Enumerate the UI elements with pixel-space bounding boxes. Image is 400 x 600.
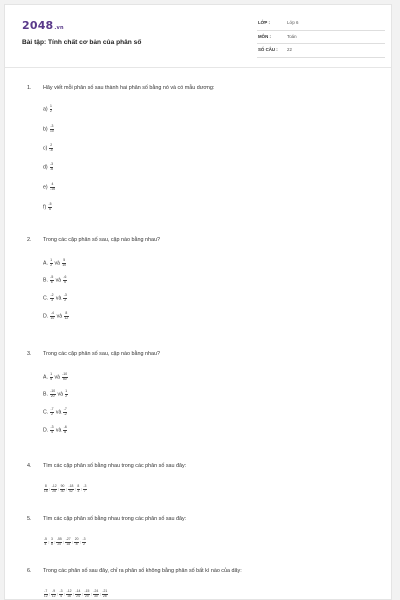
fraction-sequence xyxy=(43,590,108,598)
answer-option[interactable] xyxy=(43,408,68,416)
fraction-numerator: -6 xyxy=(63,275,67,279)
fraction-denominator: 24 xyxy=(76,593,80,598)
fraction-numerator: -12 xyxy=(51,484,57,488)
fraction-numerator: -3 xyxy=(50,124,54,128)
fraction-denominator: 16 xyxy=(67,593,71,598)
answer-option[interactable] xyxy=(43,203,52,211)
option-label: A. xyxy=(43,374,50,381)
fraction-denominator: 10 xyxy=(50,315,55,320)
fraction-denominator: 6 xyxy=(50,279,53,284)
fraction-separator: ; xyxy=(90,592,92,597)
answer-option[interactable] xyxy=(43,163,54,171)
option-label: B. xyxy=(43,391,50,398)
fraction xyxy=(60,485,65,493)
brand-logo[interactable] xyxy=(22,19,64,32)
option-connector: và xyxy=(56,391,65,398)
fraction xyxy=(50,163,54,171)
fraction-numerator: -5 xyxy=(48,202,52,206)
fraction xyxy=(82,538,86,546)
answer-option[interactable] xyxy=(43,390,68,398)
fraction-denominator: 5 xyxy=(63,279,66,284)
fraction-numerator: -5 xyxy=(50,275,54,279)
fraction-separator: ; xyxy=(72,540,74,545)
worksheet-title: Bài tập: Tính chất cơ bản của phân số xyxy=(22,39,142,46)
fraction-numerator: -3 xyxy=(82,537,86,541)
option-label: a) xyxy=(43,106,50,113)
question-text: Hãy viết mỗi phân số sau thành hai phân số bằng nó và có mẫu dương: xyxy=(43,85,215,91)
fraction xyxy=(80,484,87,493)
fraction xyxy=(56,537,65,546)
fraction-denominator: 2 xyxy=(83,541,85,546)
fraction-separator: ; xyxy=(65,487,67,492)
answer-option[interactable] xyxy=(43,312,69,320)
fraction xyxy=(44,485,49,493)
answer-option[interactable] xyxy=(43,144,54,152)
fraction-numerator: 1 xyxy=(49,104,52,108)
fraction-numerator: -7 xyxy=(44,589,48,593)
fraction xyxy=(81,589,90,598)
fraction xyxy=(65,537,74,546)
question-number: 4. xyxy=(27,463,32,469)
fraction-denominator: 3 xyxy=(51,297,53,302)
fraction-numerator: -15 xyxy=(84,589,90,593)
fraction-sequence xyxy=(43,538,86,546)
fraction-numerator: 2 xyxy=(50,143,53,147)
fraction-denominator: 28 xyxy=(52,488,57,493)
fraction-separator: ; xyxy=(74,487,76,492)
fraction-numerator: 8 xyxy=(44,484,47,488)
fraction xyxy=(65,390,68,398)
fraction-denominator: 12 xyxy=(51,593,56,598)
fraction xyxy=(74,484,80,493)
fraction-numerator: 20 xyxy=(74,537,79,541)
fraction-denominator: 5 xyxy=(50,376,53,381)
answer-option[interactable] xyxy=(43,125,55,133)
fraction-denominator: 6 xyxy=(49,206,51,211)
fraction-denominator: 30 xyxy=(60,488,65,493)
fraction-numerator: -4 xyxy=(50,311,54,315)
fraction xyxy=(64,312,69,320)
fraction xyxy=(50,105,53,113)
fraction-denominator: 20 xyxy=(57,541,62,546)
answer-option[interactable] xyxy=(43,276,67,284)
option-label: B. xyxy=(43,277,50,284)
answer-option[interactable] xyxy=(43,294,68,302)
fraction-denominator: -5 xyxy=(49,147,53,152)
fraction-numerator: 8 xyxy=(77,484,80,488)
fraction-separator: ; xyxy=(81,592,83,597)
question-number: 2. xyxy=(27,237,32,243)
fraction-separator: ; xyxy=(56,592,59,597)
fraction xyxy=(50,125,55,133)
question-number: 6. xyxy=(27,568,32,574)
fraction xyxy=(99,589,108,598)
fraction-numerator: 8 xyxy=(65,311,68,315)
fraction-denominator: 2 xyxy=(49,108,52,113)
meta-row-class xyxy=(257,17,385,31)
option-connector: và xyxy=(54,409,63,416)
question-text: Tìm các cặp phân số bằng nhau trong các phân số sau đây: xyxy=(43,516,187,522)
meta-value: Lớp 6 xyxy=(287,20,299,25)
fraction-numerator: -12 xyxy=(66,589,72,593)
brand-name: 2048 xyxy=(22,19,54,32)
fraction xyxy=(63,294,67,302)
answer-option[interactable] xyxy=(43,183,56,191)
fraction-denominator: 8 xyxy=(75,541,78,546)
fraction-separator: ; xyxy=(63,540,65,545)
worksheet-header xyxy=(5,5,391,68)
question-text: Tìm các cặp phân số bằng nhau trong các phân số sau đây: xyxy=(43,463,187,469)
fraction-denominator: 4 xyxy=(60,593,62,598)
fraction-numerator: -5 xyxy=(43,537,47,541)
fraction xyxy=(63,276,67,284)
question-number: 5. xyxy=(27,516,32,522)
fraction-numerator: -3 xyxy=(50,425,54,429)
fraction-numerator: 5 xyxy=(63,258,66,262)
fraction xyxy=(44,538,48,546)
fraction-numerator: -10 xyxy=(62,372,68,376)
option-label: D. xyxy=(43,313,50,320)
fraction-numerator: -3 xyxy=(63,293,67,297)
fraction xyxy=(63,408,67,416)
option-label: D. xyxy=(43,427,50,434)
option-connector: và xyxy=(54,295,63,302)
fraction xyxy=(48,203,52,211)
option-connector: và xyxy=(55,313,64,320)
meta-label: MÔN : xyxy=(258,33,271,39)
question-2 xyxy=(27,237,377,320)
fraction xyxy=(51,538,54,546)
option-label: c) xyxy=(43,145,49,152)
fraction-numerator: 1 xyxy=(65,389,68,393)
fraction-denominator: 50 xyxy=(62,376,67,381)
fraction xyxy=(56,589,66,598)
fraction xyxy=(62,373,68,381)
fraction-separator: ; xyxy=(49,592,51,597)
option-label: e) xyxy=(43,184,50,191)
fraction-numerator: -3 xyxy=(49,162,53,166)
fraction-numerator: 90 xyxy=(60,484,65,488)
option-label: f) xyxy=(43,204,48,211)
fraction-denominator: 2 xyxy=(50,262,53,267)
fraction-numerator: -2 xyxy=(50,293,54,297)
worksheet-meta xyxy=(257,17,385,58)
option-connector: và xyxy=(53,374,62,381)
fraction-denominator: -2 xyxy=(63,411,67,416)
fraction-denominator: 8 xyxy=(50,541,53,546)
fraction-numerator: -55 xyxy=(56,537,62,541)
fraction-denominator: 20 xyxy=(50,393,55,398)
fraction xyxy=(62,259,67,267)
fraction xyxy=(63,426,67,434)
fraction-denominator: 18 xyxy=(66,541,71,546)
fraction-numerator: 1 xyxy=(50,258,53,262)
fraction-separator: ; xyxy=(80,487,82,492)
fraction-denominator: -8 xyxy=(49,166,53,171)
answer-option[interactable] xyxy=(43,259,67,267)
meta-value: Toán xyxy=(287,33,297,39)
option-label: b) xyxy=(43,126,50,133)
fraction-numerator: -3 xyxy=(59,589,63,593)
fraction-denominator: 4 xyxy=(44,541,47,546)
fraction xyxy=(66,589,75,598)
worksheet xyxy=(4,4,392,600)
fraction-separator: ; xyxy=(64,592,66,597)
question-text: Trong các cặp phân số sau, cặp nào bằng nhau? xyxy=(43,237,160,243)
fraction-denominator: 20 xyxy=(85,593,89,598)
meta-value: 22 xyxy=(287,47,292,52)
meta-label: LỚP : xyxy=(258,20,270,25)
question-5 xyxy=(27,516,377,546)
fraction-denominator: 18 xyxy=(43,488,48,493)
answer-option[interactable] xyxy=(43,105,53,113)
fraction-denominator: 7 xyxy=(83,488,86,493)
answer-option[interactable] xyxy=(43,426,68,434)
question-text: Trong các cặp phân số sau, cặp nào bằng nhau? xyxy=(43,351,160,357)
fraction-denominator: 12 xyxy=(43,593,48,598)
meta-row-count xyxy=(257,44,385,58)
question-4 xyxy=(27,463,377,493)
option-label: d) xyxy=(43,164,50,171)
fraction-denominator: 2 xyxy=(64,297,67,302)
fraction xyxy=(50,183,56,191)
fraction-numerator: -7 xyxy=(50,407,54,411)
fraction-numerator: -6 xyxy=(63,425,67,429)
fraction-denominator: 42 xyxy=(69,488,73,493)
fraction-denominator: 28 xyxy=(102,593,107,598)
fraction-denominator: 8 xyxy=(64,429,67,434)
fraction-numerator: -10 xyxy=(50,389,56,393)
meta-label: SỐ CÂU : xyxy=(258,47,278,52)
fraction-separator: ; xyxy=(72,592,75,597)
fraction-denominator: -15 xyxy=(49,186,55,191)
fraction-numerator: -9 xyxy=(52,589,56,593)
option-label: C. xyxy=(43,409,50,416)
fraction-numerator: -24 xyxy=(93,589,99,593)
brand-tld: .vn xyxy=(54,25,64,31)
fraction xyxy=(49,144,53,152)
fraction-numerator: 3 xyxy=(50,537,53,541)
fraction-numerator: -7 xyxy=(63,407,67,411)
fraction xyxy=(50,390,56,398)
fraction xyxy=(51,589,59,598)
fraction-separator: ; xyxy=(80,540,82,545)
fraction xyxy=(74,537,82,546)
fraction-numerator: 1 xyxy=(50,372,53,376)
fraction xyxy=(90,589,99,598)
fraction-numerator: -21 xyxy=(102,589,108,593)
meta-row-subject xyxy=(257,31,385,45)
fraction-separator: ; xyxy=(58,487,60,492)
question-3 xyxy=(27,351,377,434)
option-label: C. xyxy=(43,295,50,302)
option-connector: và xyxy=(54,277,63,284)
fraction xyxy=(72,589,81,598)
option-connector: và xyxy=(53,260,62,267)
question-number: 1. xyxy=(27,85,32,91)
fraction-denominator: 4 xyxy=(51,429,53,434)
fraction-numerator: -14 xyxy=(75,589,81,593)
fraction xyxy=(44,590,49,598)
fraction-numerator: -18 xyxy=(68,484,74,488)
answer-option[interactable] xyxy=(43,373,68,381)
fraction-denominator: 2 xyxy=(51,411,53,416)
fraction-denominator: 10 xyxy=(62,262,67,267)
question-number: 3. xyxy=(27,351,32,357)
fraction-denominator: 12 xyxy=(64,315,69,320)
option-label: A. xyxy=(43,260,50,267)
fraction-separator: ; xyxy=(49,487,51,492)
fraction-numerator: -3 xyxy=(83,484,87,488)
fraction xyxy=(65,484,74,493)
fraction-denominator: 2 xyxy=(65,393,68,398)
fraction-denominator: 10 xyxy=(49,128,54,133)
fraction-separator: ; xyxy=(54,540,56,545)
option-connector: và xyxy=(54,427,63,434)
fraction xyxy=(51,484,60,493)
fraction-separator: ; xyxy=(99,592,101,597)
fraction-numerator: -27 xyxy=(65,537,71,541)
fraction-numerator: 4 xyxy=(51,182,54,186)
fraction-denominator: 30 xyxy=(93,593,98,598)
fraction-sequence xyxy=(43,485,87,493)
question-6 xyxy=(27,568,377,598)
fraction-separator: ; xyxy=(48,540,50,545)
fraction-denominator: 3 xyxy=(77,488,80,493)
question-text: Trong các phân số sau đây, chỉ ra phân số không bằng phân số bất kì nào của dãy: xyxy=(43,568,242,574)
question-1 xyxy=(27,85,377,211)
